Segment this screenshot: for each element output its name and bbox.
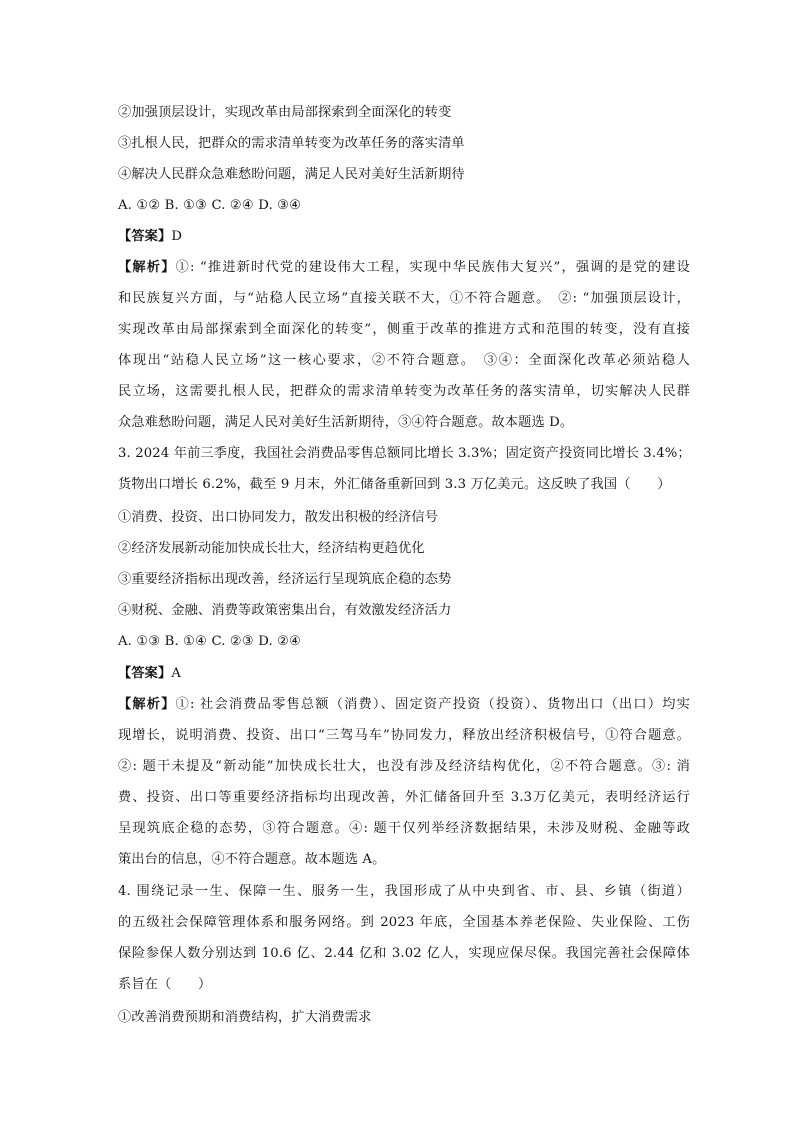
q2-analysis-line-1: 【解析】①: “推进新时代党的建设伟大工程，实现中华民族伟大复兴”，强调的是党的建设 [118,260,690,275]
q2-option-3: ③扎根人民，把群众的需求清单转变为改革任务的落实清单 [118,136,465,151]
answer-label: 【答案】 [118,229,172,244]
q4-stem-line-3: 保险参保人数分别达到 10.6 亿、2.44 亿和 3.02 亿人，实现应保尽保。我国完善社会保障体 [118,946,690,961]
q2-analysis-line-3: 实现改革由局部探索到全面深化的转变”，侧重于改革的推进方式和范围的转变，没有直接 [118,322,690,337]
q3-stem-line-2: 货物出口增长 6.2%，截至 9 月末，外汇储备重新回到 3.3 万亿美元。这反映了我国（ ） [118,477,671,492]
q3-stem-line-1: 3. 2024 年前三季度，我国社会消费品零售总额同比增长 3.3%；固定资产投资同比增长 3.4%； [118,446,691,461]
analysis-label: 【解析】 [118,697,176,712]
q2-analysis-line-4: 体现出“站稳人民立场”这一核心要求，②不符合题意。 ③④：全面深化改革必须站稳人 [118,353,690,368]
q3-option-3: ③重要经济指标出现改善，经济运行呈现筑底企稳的态势 [118,572,452,587]
q2-option-4: ④解决人民群众急难愁盼问题，满足人民对美好生活新期待 [118,167,465,182]
q3-option-1: ①消费、投资、出口协同发力，散发出积极的经济信号 [118,510,439,525]
q3-answer [118,664,690,684]
q3-choices: A. ①③ B. ①④ C. ②③ D. ②④ [118,634,302,649]
q3-analysis-line-4: 费、投资、出口等重要经济指标均出现改善，外汇储备回升至 3.3万亿美元，表明经济运行 [118,790,690,805]
q3-analysis-line-5: 呈现筑底企稳的态势，③符合题意。④: 题干仅列举经济数据结果，未涉及财税、金融等政 [118,821,690,836]
analysis-label: 【解析】 [118,260,176,275]
answer-label: 【答案】 [118,666,172,681]
q2-analysis-line-5: 民立场，这需要扎根人民，把群众的需求清单转变为改革任务的落实清单，切实解决人民群 [118,384,690,399]
q2-option-2: ②加强顶层设计，实现改革由局部探索到全面深化的转变 [118,105,452,120]
q4-stem-line-4: 系旨在（ ） [118,977,212,992]
q2-analysis-line-2: 和民族复兴方面，与“站稳人民立场”直接关联不大，①不符合题意。 ②: “加强顶层设计， [118,291,690,306]
q3-option-4: ④财税、金融、消费等政策密集出台，有效激发经济活力 [118,603,452,618]
q3-analysis-line-3: ②: 题干未提及“新动能”加快成长壮大，也没有涉及经济结构优化，②不符合题意。③: 消 [118,759,690,774]
q3-analysis-line-2: 现增长，说明消费、投资、出口“三驾马车”协同发力，释放出经济积极信号，①符合题意。 [118,728,690,743]
answer-value: A [171,666,182,681]
q3-analysis-line-6: 策出台的信息，④不符合题意。故本题选 A。 [118,852,386,867]
q2-choices: A. ①② B. ①③ C. ②④ D. ③④ [118,198,302,213]
q3-option-2: ②经济发展新动能加快成长壮大，经济结构更趋优化 [118,541,425,556]
q4-option-1: ①改善消费预期和消费结构，扩大消费需求 [118,1010,372,1025]
q3-analysis-line-1: 【解析】①: 社会消费品零售总额（消费）、固定资产投资（投资）、货物出口（出口）均实 [118,697,690,712]
q2-answer [118,227,690,247]
q4-stem-line-2: 的五级社会保障管理体系和服务网络。到 2023 年底，全国基本养老保险、失业保险、工伤 [118,915,690,930]
answer-value: D [171,229,183,244]
q2-analysis-line-6: 众急难愁盼问题，满足人民对美好生活新期待，③④符合题意。故本题选 D。 [118,415,574,430]
q4-stem-line-1: 4. 围绕记录一生、保障一生、服务一生，我国形成了从中央到省、市、县、乡镇（街道） [118,884,690,899]
